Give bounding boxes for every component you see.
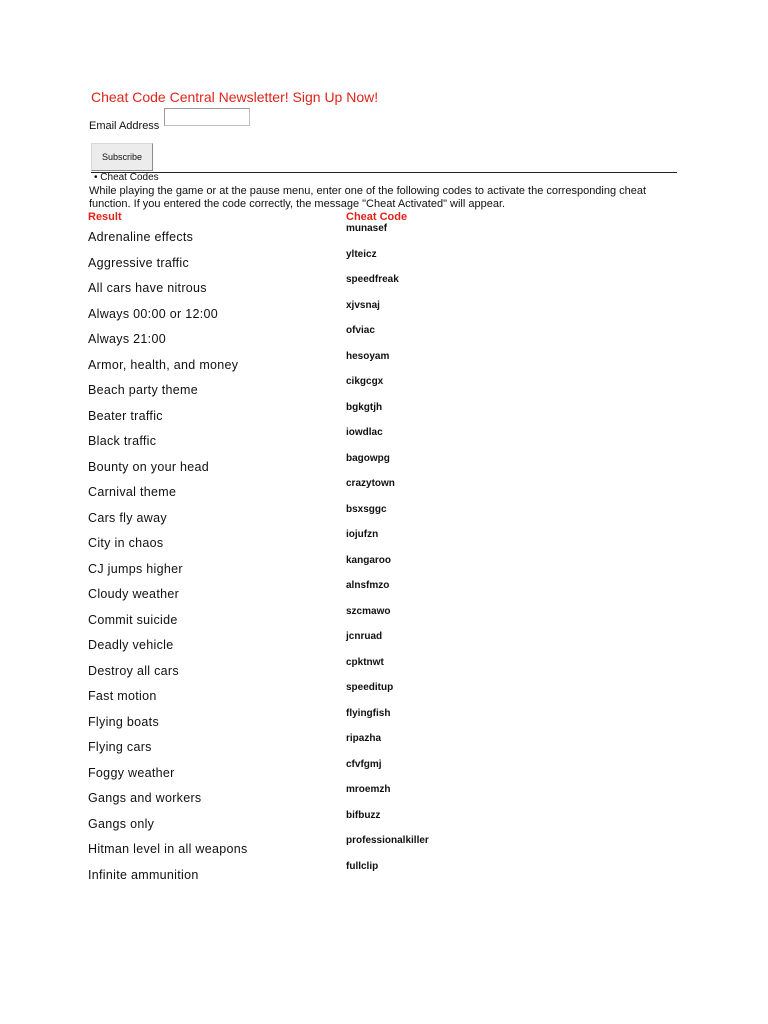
cheat-code: alnsfmzo [346,580,390,591]
email-field[interactable] [164,108,250,126]
cheat-result: Flying boats [88,714,159,729]
cheat-code: speeditup [346,682,394,693]
table-row [88,860,558,893]
cheat-code: iowdlac [346,427,383,438]
cheat-code: iojufzn [346,529,379,540]
cheat-result: Always 00:00 or 12:00 [88,306,218,321]
cheat-result: Infinite ammunition [88,867,199,882]
table-row [88,707,558,740]
cheat-code: cfvfgmj [346,758,382,770]
cheat-code: ripazha [346,733,382,744]
cheat-code: mroemzh [346,784,391,795]
cheat-result: Bounty on your head [88,459,210,474]
cheat-code: flyingfish [346,707,391,719]
cheat-result: Deadly vehicle [88,638,174,652]
table-row [88,325,558,357]
newsletter-title: Cheat Code Central Newsletter! Sign Up Now! [91,89,379,105]
result-column-header: Result [88,211,122,223]
email-label: Email Address [89,120,160,132]
cheat-result: Hitman level in all weapons [88,842,248,856]
cheat-code-column-header: Cheat Code [346,211,408,223]
table-row [88,452,558,485]
table-row [88,605,558,638]
cheat-result: Gangs and workers [88,791,202,805]
cheat-result: Fast motion [88,689,157,703]
cheat-result: Adrenaline effects [88,230,194,244]
table-row [88,274,558,306]
cheat-result: Flying cars [88,740,152,754]
table-row [88,401,558,434]
cheat-code: munasef [346,223,388,234]
table-row [88,682,558,714]
table-row [88,580,558,612]
table-row [88,733,558,765]
table-row [88,554,558,587]
cheat-result: All cars have nitrous [88,281,207,295]
cheat-result: Armor, health, and money [88,357,239,372]
table-row [88,376,558,408]
cheat-code: professionalkiller [346,835,429,846]
section-divider [91,172,677,173]
cheat-result: Destroy all cars [88,663,179,678]
cheat-result: Cars fly away [88,510,167,525]
cheat-result: Black traffic [88,434,157,448]
instructions-text: While playing the game or at the pause menu, enter one of the following codes to activate the corresponding cheat function. If you entered the code correctly, the message "Cheat Activated" will appear. [89,185,647,210]
table-row [88,248,558,281]
table-row [88,350,558,383]
cheat-result: Always 21:00 [88,332,166,346]
cheat-result: Gangs only [88,816,155,831]
table-row [88,503,558,536]
cheat-code: bagowpg [346,452,390,464]
subscribe-button[interactable]: Subscribe [91,143,153,171]
table-row [88,784,558,816]
cheat-result: Beater traffic [88,408,163,423]
cheat-code: speedfreak [346,274,399,285]
cheat-code: bgkgtjh [346,401,383,413]
table-row [88,656,558,689]
table-row [88,835,558,867]
table-row [88,427,558,459]
cheat-code: kangaroo [346,554,392,566]
cheat-result: CJ jumps higher [88,561,183,576]
cheat-result: Beach party theme [88,383,199,397]
table-row [88,529,558,561]
table-row [88,223,558,255]
cheat-code: jcnruad [346,631,383,642]
cheat-code: xjvsnaj [346,299,380,311]
table-row [88,631,558,663]
cheat-result: Aggressive traffic [88,255,190,270]
cheat-code: ofviac [346,325,375,336]
cheat-code: fullclip [346,860,379,872]
cheat-code: cpktnwt [346,656,384,668]
section-heading: • Cheat Codes [94,172,159,183]
table-row [88,809,558,842]
cheat-code: ylteicz [346,248,377,260]
table-row [88,299,558,332]
cheat-code: bifbuzz [346,809,381,821]
cheat-code: szcmawo [346,605,391,617]
cheat-result: City in chaos [88,536,164,550]
cheat-code: hesoyam [346,350,390,362]
cheat-code: cikgcgx [346,376,384,387]
table-row [88,758,558,791]
cheat-result: Commit suicide [88,612,178,627]
cheat-result: Carnival theme [88,485,177,499]
table-row [88,478,558,510]
cheat-code: crazytown [346,478,395,489]
cheat-result: Foggy weather [88,765,175,780]
cheat-result: Cloudy weather [88,587,180,601]
cheat-code: bsxsggc [346,503,387,515]
